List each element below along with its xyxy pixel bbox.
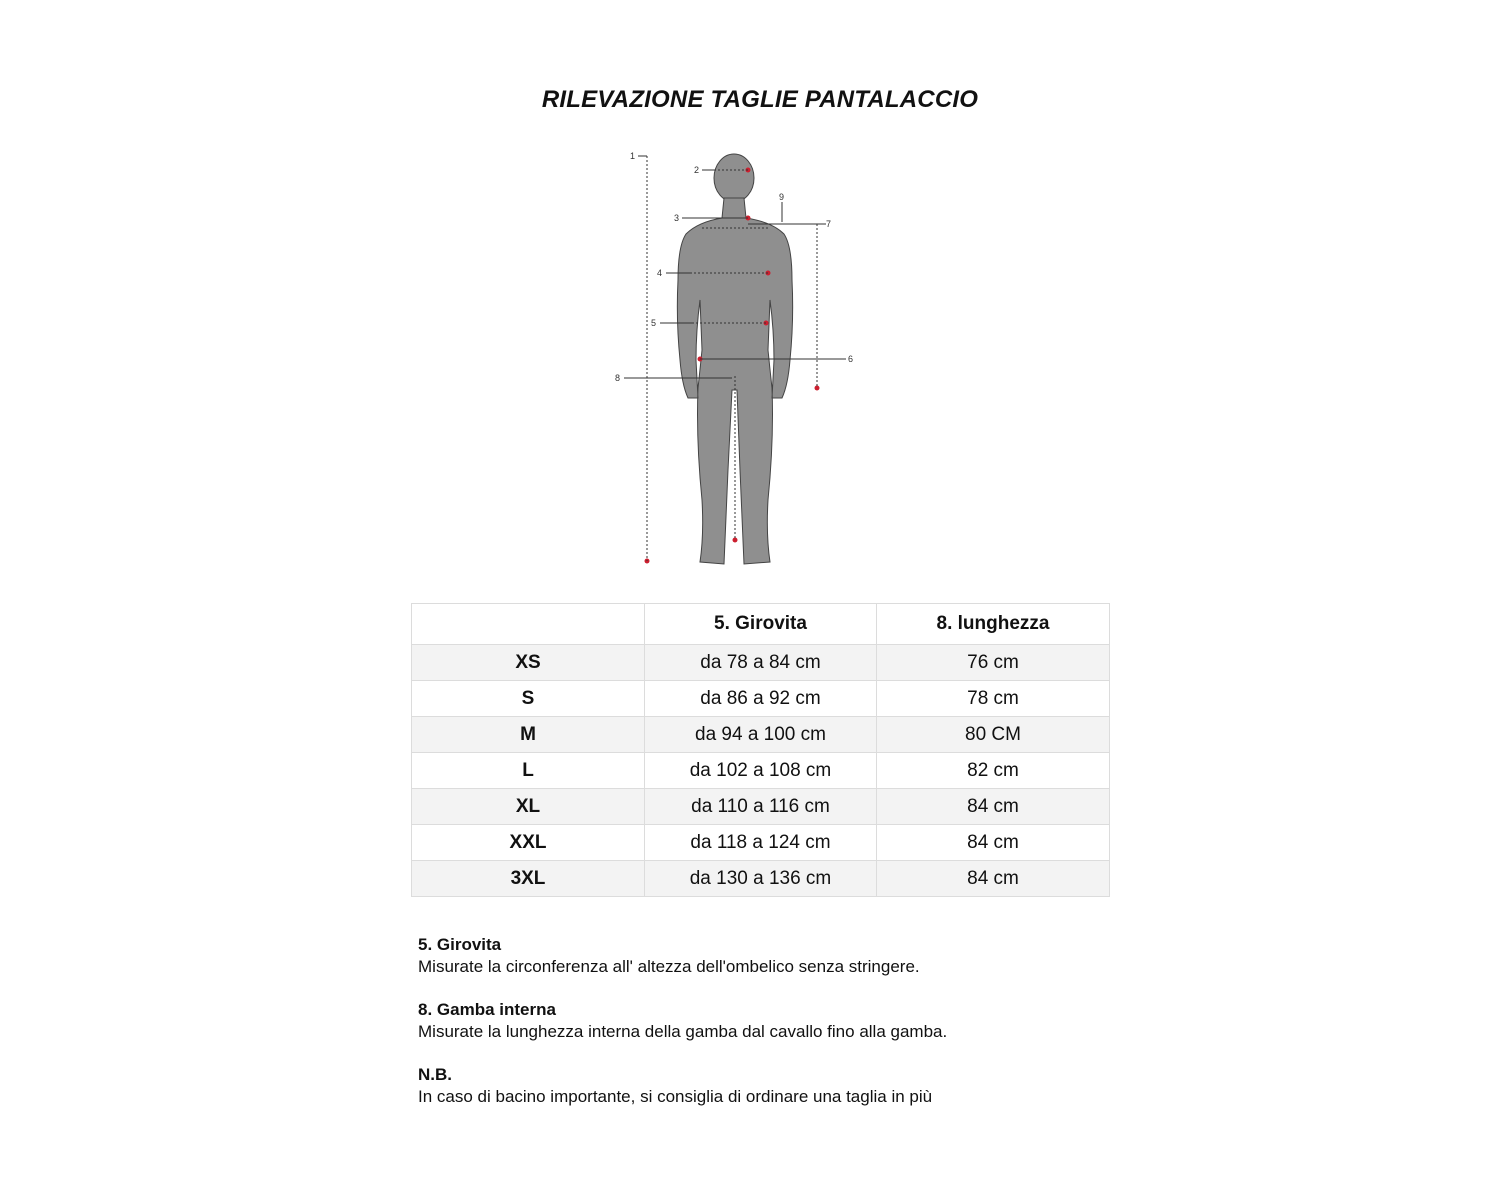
note-gamba-interna <box>418 999 1118 1043</box>
lunghezza-cell: 78 cm <box>877 681 1110 717</box>
note-heading: 8. Gamba interna <box>418 1000 556 1019</box>
note-heading: N.B. <box>418 1065 452 1084</box>
table-row <box>412 789 1110 825</box>
label-9: 9 <box>779 192 785 202</box>
label-8: 8 <box>615 373 621 383</box>
label-3: 3 <box>674 213 680 223</box>
size-table <box>411 603 1110 897</box>
lunghezza-cell: 84 cm <box>877 825 1110 861</box>
note-text: Misurate la circonferenza all' altezza dell'ombelico senza stringere. <box>418 957 920 976</box>
note-text: Misurate la lunghezza interna della gamba dal cavallo fino alla gamba. <box>418 1022 948 1041</box>
girovita-cell: da 86 a 92 cm <box>645 681 877 717</box>
size-cell: 3XL <box>412 861 645 897</box>
table-row <box>412 717 1110 753</box>
label-7: 7 <box>826 219 832 229</box>
table-header-row <box>412 604 1110 645</box>
size-cell: L <box>412 753 645 789</box>
note-nb <box>418 1064 1118 1108</box>
header-lunghezza: 8. lunghezza <box>877 604 1110 645</box>
girovita-cell: da 110 a 116 cm <box>645 789 877 825</box>
note-girovita <box>418 934 1118 978</box>
table-row <box>412 753 1110 789</box>
table-row <box>412 645 1110 681</box>
girovita-cell: da 94 a 100 cm <box>645 717 877 753</box>
notes-section <box>418 934 1118 1129</box>
lunghezza-cell: 80 CM <box>877 717 1110 753</box>
label-2: 2 <box>694 165 700 175</box>
label-1: 1 <box>630 151 636 161</box>
size-cell: XL <box>412 789 645 825</box>
girovita-cell: da 118 a 124 cm <box>645 825 877 861</box>
note-text: In caso di bacino importante, si consiglia di ordinare una taglia in più <box>418 1087 933 1106</box>
lunghezza-cell: 82 cm <box>877 753 1110 789</box>
label-6: 6 <box>848 354 854 364</box>
girovita-cell: da 130 a 136 cm <box>645 861 877 897</box>
girovita-cell: da 102 a 108 cm <box>645 753 877 789</box>
page-title: RILEVAZIONE TAGLIE PANTALACCIO <box>541 86 979 113</box>
label-4: 4 <box>657 268 663 278</box>
table-row <box>412 861 1110 897</box>
table-row <box>412 681 1110 717</box>
lunghezza-cell: 76 cm <box>877 645 1110 681</box>
lunghezza-cell: 84 cm <box>877 861 1110 897</box>
note-heading: 5. Girovita <box>418 935 502 954</box>
header-empty <box>412 604 645 645</box>
size-cell: S <box>412 681 645 717</box>
body-measurement-figure <box>600 140 880 580</box>
girovita-cell: da 78 a 84 cm <box>645 645 877 681</box>
header-girovita: 5. Girovita <box>645 604 877 645</box>
size-cell: XS <box>412 645 645 681</box>
size-cell: XXL <box>412 825 645 861</box>
size-cell: M <box>412 717 645 753</box>
label-5: 5 <box>651 318 657 328</box>
lunghezza-cell: 84 cm <box>877 789 1110 825</box>
table-row <box>412 825 1110 861</box>
